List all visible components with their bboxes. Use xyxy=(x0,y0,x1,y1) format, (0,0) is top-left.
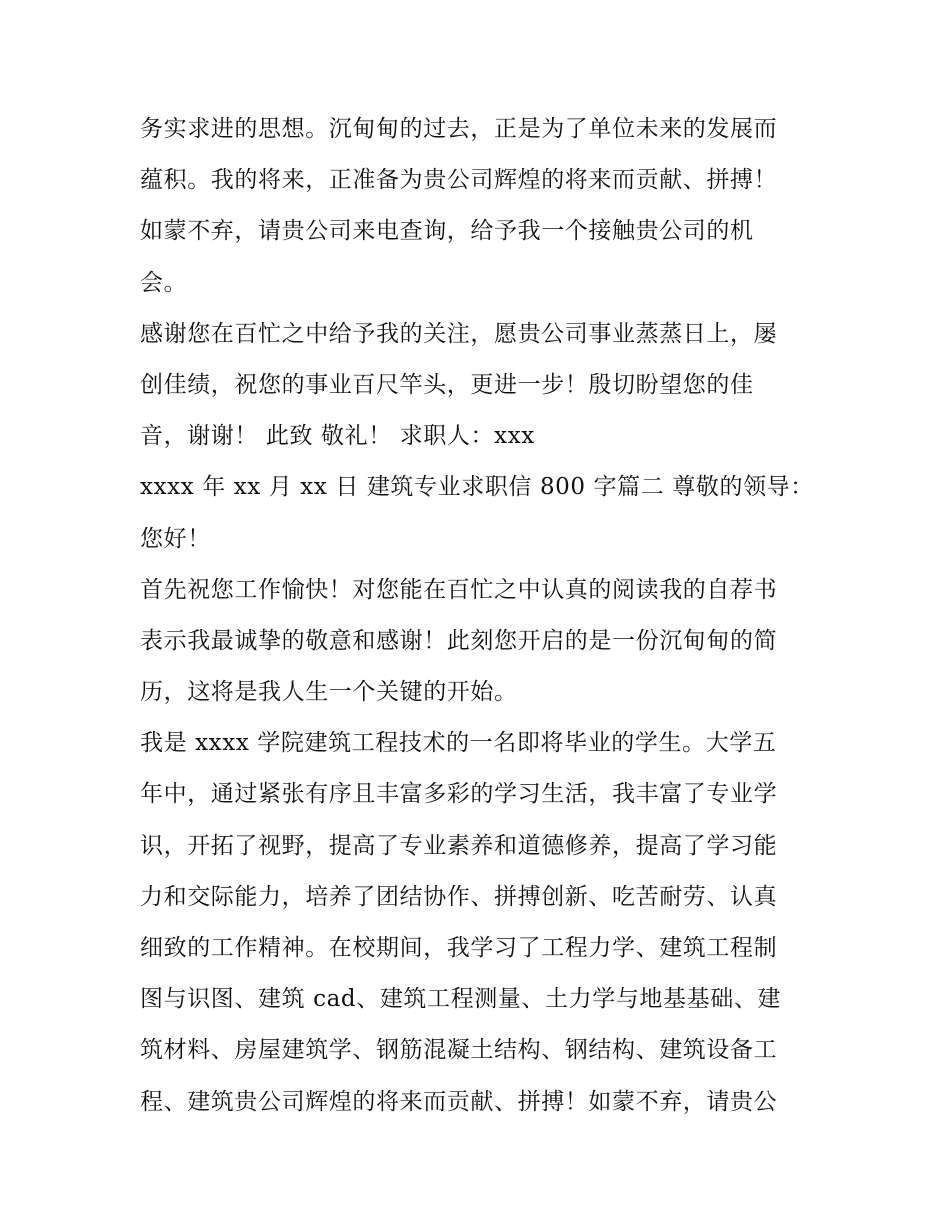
text-line: 年中，通过紧张有序且丰富多彩的学习生活，我丰富了专业学 xyxy=(140,781,778,808)
text-line: 历，这将是我人生一个关键的开始。 xyxy=(140,679,518,706)
text-line: 筑材料、房屋建筑学、钢筋混凝土结构、钢结构、建筑设备工 xyxy=(140,1037,778,1064)
text-line: 务实求进的思想。沉甸甸的过去，正是为了单位未来的发展而 xyxy=(140,116,778,142)
text-line: 程、建筑贵公司辉煌的将来而贡献、拼搏！如蒙不弃，请贵公 xyxy=(140,1088,778,1115)
text-line: 您好！ xyxy=(140,525,211,552)
letter-body xyxy=(140,104,820,1128)
text-line: 创佳绩，祝您的事业百尺竿头，更进一步！殷切盼望您的佳 xyxy=(140,371,754,398)
text-line: 细致的工作精神。在校期间，我学习了工程力学、建筑工程制 xyxy=(140,935,778,961)
text-line: 力和交际能力，培养了团结协作、拼搏创新、吃苦耐劳、认真 xyxy=(140,883,778,910)
text-line: 我是 xxxx 学院建筑工程技术的一名即将毕业的学生。大学五 xyxy=(140,730,777,757)
text-line: 表示我最诚挚的敬意和感谢！此刻您开启的是一份沉甸甸的简 xyxy=(140,627,778,654)
text-line: 首先祝您工作愉快！对您能在百忙之中认真的阅读我的自荐书 xyxy=(140,576,778,603)
text-line: 如蒙不弃，请贵公司来电查询，给予我一个接触贵公司的机 xyxy=(140,218,754,245)
text-line: 图与识图、建筑 cad、建筑工程测量、土力学与地基基础、建 xyxy=(140,986,782,1013)
text-line: 音，谢谢！ 此致 敬礼！ 求职人：xxx xyxy=(140,423,535,450)
text-line: xxxx 年 xx 月 xx 日 建筑专业求职信 800 字篇二 尊敬的领导： xyxy=(140,474,814,501)
text-line: 会。 xyxy=(140,269,188,296)
text-line: 感谢您在百忙之中给予我的关注，愿贵公司事业蒸蒸日上，屡 xyxy=(140,320,778,347)
text-line: 蕴积。我的将来，正准备为贵公司辉煌的将来而贡献、拼搏！ xyxy=(140,167,778,194)
text-line: 识，开拓了视野，提高了专业素养和道德修养，提高了学习能 xyxy=(140,832,778,859)
